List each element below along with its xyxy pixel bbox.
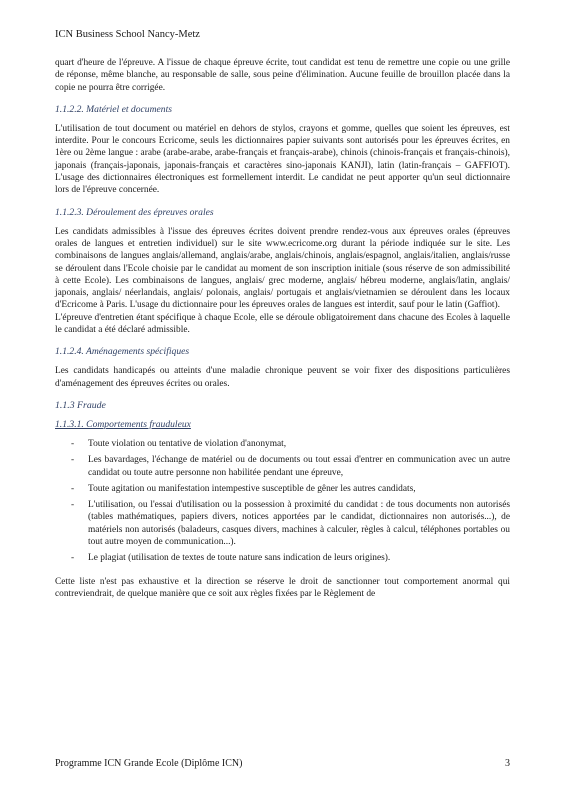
- list-item: - Les bavardages, l'échange de matériel ou de documents ou tout essai d'entrer en communication avec un autre candidat ou toute autre personne non habilitée pendant une épreuve,: [71, 454, 510, 479]
- section-title-amenagements: 1.1.2.4. Aménagements spécifiques: [55, 346, 190, 358]
- list-item: - Toute agitation ou manifestation intempestive susceptible de gêner les autres candidats,: [71, 483, 510, 495]
- fraud-list: [55, 438, 510, 565]
- section-text-materiel: L'utilisation de tout document ou matériel en dehors de stylos, crayons et gomme, quelles que soient les épreuves, est interdite. Pour le concours Ecricome, seuls les dictionnaires papier suivants sont autorisés pour les épreuves écrites, en 1ère ou 2ème langue : arabe (arabe-arabe, arabe-français et français-arabe), chinois (chinois-français et français-chinois), japonais (français-japonais, japonais-français et caractères sino-japonais KANJI), latin (latin-français – GAFFIOT). L'usage des dictionnaires électroniques est formellement interdit. Le candidat ne peut apporter qu'un seul dictionnaire lors de l'épreuve concernée.: [55, 123, 510, 196]
- section-title-oral: 1.1.2.3. Déroulement des épreuves orales: [55, 206, 214, 218]
- section-title-materiel: 1.1.2.2. Matériel et documents: [55, 103, 172, 115]
- section-text-amenagements: Les candidats handicapés ou atteints d'une maladie chronique peuvent se voir fixer des dispositions particulières d'aménagement des épreuves écrites ou orales.: [55, 366, 510, 389]
- section-text-oral-entretien: L'épreuve d'entretien étant spécifique à chaque Ecole, elle se déroule obligatoirement dans chacune des Ecoles à laquelle le candidat a été déclaré admissible.: [55, 312, 510, 336]
- intro-paragraph: quart d'heure de l'épreuve. A l'issue de chaque épreuve écrite, tout candidat est tenu de remettre une copie ou une grille de réponse, même blanche, au responsable de salle, sous peine d'élimination. Aucune feuille de brouillon placée dans la copie ne pourra être corrigée.: [55, 58, 510, 93]
- page-number: 3: [505, 758, 510, 769]
- section-text-oral: Les candidats admissibles à l'issue des épreuves écrites doivent prendre rendez-vous aux épreuves orales (épreuves orales de langues et entretien individuel) sur le site www.ecricome.org durant la période indiquée sur le site. Les combinaisons de langues anglais/allemand, anglais/arabe, anglais/chinois, anglais/espagnol, anglais/italien, anglais/russe se déroulent dans l'Ecole choisie par le candidat au moment de son inscription initiale (sous réserve de son admissibilité à cette Ecole). Les combinaisons de langues, anglais/ grec moderne, anglais/ hébreu moderne, anglais/latin, anglais/ japonais, anglais/ néerlandais, anglais/ polonais, anglais/ portugais et anglais/vietnamien se déroulent dans les locaux d'Ecricome à Paris. L'usage du dictionnaire pour les épreuves orales de langues est interdit, sauf pour le latin (Gaffiot).: [55, 226, 510, 311]
- list-item: - Le plagiat (utilisation de textes de toute nature sans indication de leurs origines).: [71, 552, 510, 564]
- list-item: - L'utilisation, ou l'essai d'utilisation ou la possession à proximité du candidat : de tous documents non autorisés (tables mathématiques, papiers divers, notices apportées par le candidat, dictionnaires non autorisés...), de matériels non autorisés (baladeurs, casques divers, machines à calculer, règles à calcul, téléphones portables ou tout autre moyen de communication...).: [71, 499, 510, 548]
- page-header: ICN Business School Nancy-Metz: [55, 29, 200, 40]
- list-item: - Toute violation ou tentative de violation d'anonymat,: [71, 438, 510, 450]
- subsection-title-comportements: 1.1.3.1. Comportements frauduleux: [55, 418, 191, 430]
- section-title-fraude: 1.1.3 Fraude: [55, 399, 106, 411]
- closing-paragraph: Cette liste n'est pas exhaustive et la direction se réserve le droit de sanctionner tout comportement anormal qui contreviendrait, de quelque manière que ce soit aux règles fixées par le Règlement de: [55, 576, 510, 599]
- page-footer: [55, 758, 510, 769]
- footer-program: Programme ICN Grande Ecole (Diplôme ICN): [55, 758, 243, 769]
